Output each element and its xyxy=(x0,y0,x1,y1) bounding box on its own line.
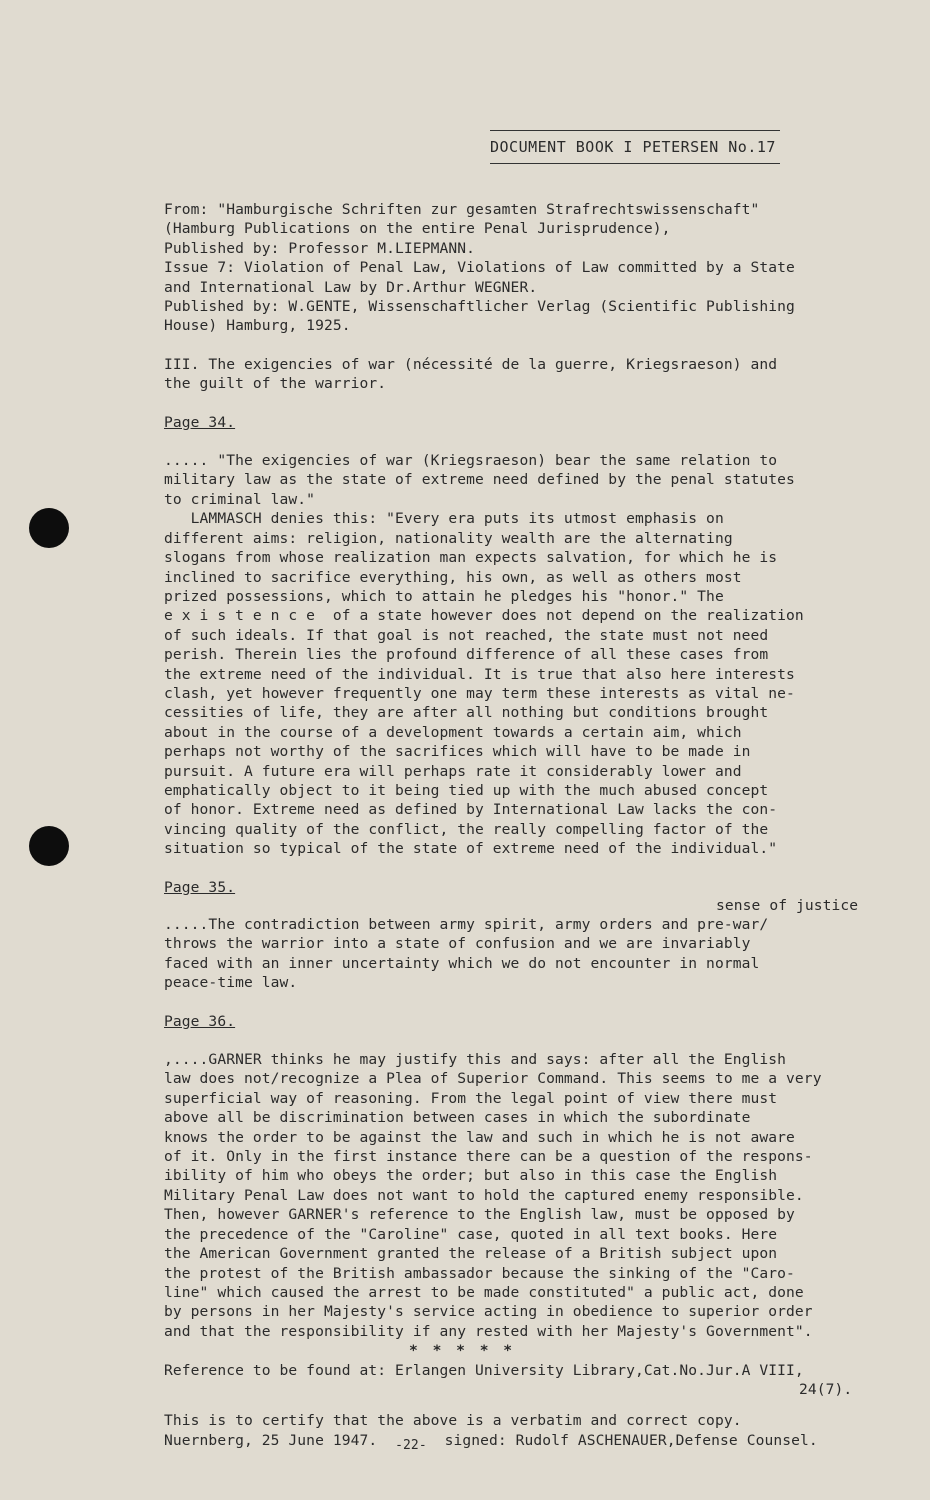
text-line: superficial way of reasoning. From the legal point of view there must xyxy=(164,1089,778,1107)
spacer xyxy=(164,394,864,413)
text-line: e x i s t e n c e of a state however does not depend on the realization xyxy=(164,607,804,625)
text-line: cessities of life, they are after all nothing but conditions brought xyxy=(164,704,769,722)
text-line: ..... "The exigencies of war (Kriegsraeson) bear the same relation to xyxy=(164,452,778,470)
text-line: ,....GARNER thinks he may justify this and says: after all the English xyxy=(164,1051,787,1069)
source-line: House) Hamburg, 1925. xyxy=(164,317,351,335)
text-line: situation so typical of the state of extreme need of the individual." xyxy=(164,840,778,858)
page-35-text xyxy=(164,915,864,993)
text-line: above all be discrimination between cases in which the subordinate xyxy=(164,1109,751,1127)
text-line: emphatically object to it being tied up with the much abused concept xyxy=(164,781,769,799)
handwritten-insertion: sense of justice xyxy=(716,897,859,914)
page-36-heading: Page 36. xyxy=(164,1012,236,1030)
text-line: vincing quality of the conflict, the really compelling factor of the xyxy=(164,820,769,838)
text-line: peace-time law. xyxy=(164,974,298,992)
reference-line: Reference to be found at: Erlangen University Library,Cat.No.Jur.A VIII, xyxy=(164,1361,804,1379)
text-line: of such ideals. If that goal is not reached, the state must not need xyxy=(164,626,769,644)
text-line: to criminal law." xyxy=(164,490,316,508)
text-line: Then, however GARNER's reference to the English law, must be opposed by xyxy=(164,1206,795,1224)
text-line: throws the warrior into a state of confusion and we are invariably xyxy=(164,935,751,953)
chapter-block xyxy=(164,355,864,394)
text-line: faced with an inner uncertainty which we do not encounter in normal xyxy=(164,954,760,972)
text-line: knows the order to be against the law and such in which he is not aware xyxy=(164,1128,795,1146)
chapter-line: the guilt of the warrior. xyxy=(164,375,387,393)
text-line: about in the course of a development towards a certain aim, which xyxy=(164,723,742,741)
spacer xyxy=(164,336,864,355)
source-line: Published by: Professor M.LIEPMANN. xyxy=(164,239,476,257)
source-line: Issue 7: Violation of Penal Law, Violations of Law committed by a State xyxy=(164,259,795,277)
page-36-text xyxy=(164,1050,864,1361)
certification-block xyxy=(164,1411,864,1451)
text-line: prized possessions, which to attain he pledges his "honor." The xyxy=(164,587,724,605)
text-line: military law as the state of extreme need defined by the penal statutes xyxy=(164,471,795,489)
chapter-line: III. The exigencies of war (nécessité de la guerre, Kriegsraeson) and xyxy=(164,355,778,373)
signature: signed: Rudolf ASCHENAUER,Defense Counsel. xyxy=(444,1431,818,1449)
text-line: different aims: religion, nationality wealth are the alternating xyxy=(164,529,733,547)
page-34-text xyxy=(164,451,864,859)
text-line: pursuit. A future era will perhaps rate it considerably lower and xyxy=(164,762,742,780)
punch-hole-top xyxy=(29,508,69,548)
text-line: by persons in her Majesty's service acting in obedience to superior order xyxy=(164,1303,813,1321)
spacer xyxy=(164,1031,864,1050)
place-date: Nuernberg, 25 June 1947. xyxy=(164,1431,378,1449)
certification-line: This is to certify that the above is a verbatim and correct copy. xyxy=(164,1412,742,1430)
text-line: the protest of the British ambassador because the sinking of the "Caro- xyxy=(164,1264,795,1282)
spacer xyxy=(164,432,864,451)
header-rule-bottom xyxy=(490,163,780,164)
text-line: slogans from whose realization man expects salvation, for which he is xyxy=(164,549,778,567)
source-line: From: "Hamburgische Schriften zur gesamten Strafrechtswissenschaft" xyxy=(164,201,760,218)
text-line: perhaps not worthy of the sacrifices which will have to be made in xyxy=(164,743,751,761)
text-line: of honor. Extreme need as defined by International Law lacks the con- xyxy=(164,801,778,819)
text-line: .....The contradiction between army spirit, army orders and pre-war/ xyxy=(164,916,769,933)
text-line: inclined to sacrifice everything, his own, as well as others most xyxy=(164,568,742,586)
text-line: and that the responsibility if any rested with her Majesty's Government". xyxy=(164,1322,813,1340)
text-line: the extreme need of the individual. It is true that also here interests xyxy=(164,665,795,683)
text-line: line" which caused the arrest to be made constituted" a public act, done xyxy=(164,1283,804,1301)
punch-hole-bottom xyxy=(29,826,69,866)
source-line: and International Law by Dr.Arthur WEGNER. xyxy=(164,278,538,296)
spacer xyxy=(164,859,864,878)
source-line: Published by: W.GENTE, Wissenschaftlicher Verlag (Scientific Publishing xyxy=(164,298,795,316)
spacer xyxy=(164,1399,864,1411)
document-body xyxy=(164,200,864,1451)
source-line: (Hamburg Publications on the entire Penal Jurisprudence), xyxy=(164,220,671,238)
section-separator-stars: * * * * * xyxy=(409,1342,516,1360)
text-line: ibility of him who obeys the order; but also in this case the English xyxy=(164,1167,778,1185)
page-number: -22- xyxy=(395,1437,427,1453)
spacer xyxy=(164,993,864,1012)
text-line: Military Penal Law does not want to hold the captured enemy responsible. xyxy=(164,1186,804,1204)
header-rule-top xyxy=(490,130,780,131)
reference-block xyxy=(164,1361,864,1400)
text-line: law does not/recognize a Plea of Superior Command. This seems to me a very xyxy=(164,1070,822,1088)
catalog-number: 24(7). xyxy=(799,1380,853,1398)
page-34-heading: Page 34. xyxy=(164,413,236,431)
text-line: the American Government granted the release of a British subject upon xyxy=(164,1245,778,1263)
signature-row xyxy=(164,1431,864,1451)
text-line: the precedence of the "Caroline" case, quoted in all text books. Here xyxy=(164,1225,778,1243)
text-line: LAMMASCH denies this: "Every era puts its utmost emphasis on xyxy=(164,510,724,528)
text-line: clash, yet however frequently one may term these interests as vital ne- xyxy=(164,684,795,702)
page-35-heading: Page 35. xyxy=(164,878,236,896)
text-line: of it. Only in the first instance there can be a question of the respons- xyxy=(164,1148,813,1166)
document-header: DOCUMENT BOOK I PETERSEN No.17 xyxy=(490,138,776,156)
source-block xyxy=(164,200,864,336)
text-line: perish. Therein lies the profound difference of all these cases from xyxy=(164,646,769,664)
